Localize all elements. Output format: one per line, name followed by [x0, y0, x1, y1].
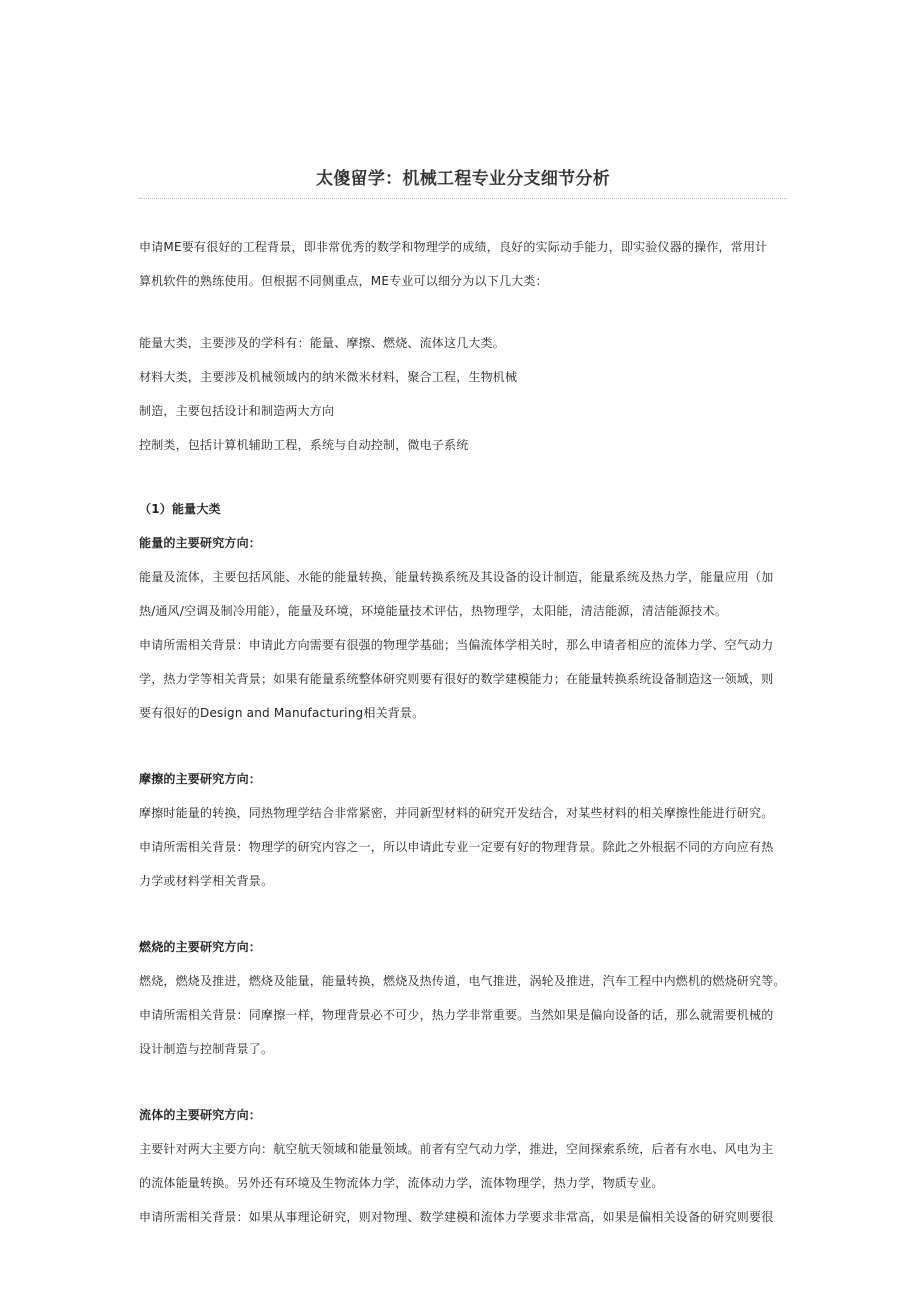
intro-line-2: 算机软件的熟练使用。但根据不同侧重点，ME专业可以细分为以下几大类：	[139, 274, 548, 288]
friction-desc-line-1: 摩擦时能量的转换，同热物理学结合非常紧密，并同新型材料的研究开发结合，对某些材料的相关摩擦性能进行研究。	[139, 806, 774, 820]
fluid-background-line-1: 申请所需相关背景：如果从事理论研究，则对物理、数学建模和流体力学要求非常高，如果是偏相关设备的研究则要很	[139, 1210, 774, 1224]
combustion-desc-line-1: 燃烧，燃烧及推进，燃烧及能量，能量转换，燃烧及热传道，电气推进，涡轮及推进，汽车工程中内燃机的燃烧研究等。	[139, 974, 786, 988]
fluid-direction-heading: 流体的主要研究方向：	[139, 1108, 262, 1122]
title-divider	[139, 198, 787, 199]
friction-background-line-1: 申请所需相关背景：物理学的研究内容之一，所以申请此专业一定要有好的物理背景。除此之外根据不同的方向应有热	[139, 840, 774, 854]
category-energy: 能量大类，主要涉及的学科有：能量、摩擦、燃烧、流体这几大类。	[139, 336, 506, 350]
section-heading-energy-class: （1）能量大类	[139, 502, 221, 516]
combustion-background-line-1: 申请所需相关背景：同摩擦一样，物理背景必不可少，热力学非常重要。当然如果是偏向设备的话，那么就需要机械的	[139, 1008, 774, 1022]
intro-line-1: 申请ME要有很好的工程背景，即非常优秀的数学和物理学的成绩，良好的实际动手能力，即实验仪器的操作，常用计	[139, 240, 768, 254]
fluid-desc-line-1: 主要针对两大主要方向：航空航天领域和能量领域。前者有空气动力学，推进，空间探索系统，后者有水电、风电为主	[139, 1142, 774, 1156]
document-page	[139, 166, 787, 1234]
category-control: 控制类，包括计算机辅助工程，系统与自动控制，微电子系统	[139, 438, 469, 452]
category-material: 材料大类，主要涉及机械领域内的纳米微米材料，聚合工程，生物机械	[139, 370, 518, 384]
combustion-direction-heading: 燃烧的主要研究方向：	[139, 940, 262, 954]
combustion-background-line-2: 设计制造与控制背景了。	[139, 1042, 274, 1056]
friction-background-line-2: 力学或材料学相关背景。	[139, 874, 274, 888]
friction-direction-heading: 摩擦的主要研究方向：	[139, 772, 262, 786]
energy-background-line-1: 申请所需相关背景：申请此方向需要有很强的物理学基础；当偏流体学相关时，那么申请者相应的流体力学、空气动力	[139, 638, 774, 652]
energy-background-line-3: 要有很好的Design and Manufacturing相关背景。	[139, 706, 425, 720]
energy-direction-heading: 能量的主要研究方向：	[139, 536, 262, 550]
category-manufacturing: 制造，主要包括设计和制造两大方向	[139, 404, 335, 418]
energy-background-line-2: 学，热力学等相关背景；如果有能量系统整体研究则要有很好的数学建模能力；在能量转换系统设备制造这一领域，则	[139, 672, 774, 686]
energy-desc-line-1: 能量及流体，主要包括风能、水能的能量转换，能量转换系统及其设备的设计制造，能量系统及热力学，能量应用（加	[139, 570, 774, 584]
fluid-desc-line-2: 的流体能量转换。另外还有环境及生物流体力学，流体动力学，流体物理学，热力学，物质专业。	[139, 1176, 664, 1190]
document-title: 太傻留学：机械工程专业分支细节分析	[315, 169, 611, 189]
energy-desc-line-2: 热/通风/空调及制冷用能），能量及环境，环境能量技术评估，热物理学，太阳能，清洁能源，清洁能源技术。	[139, 604, 728, 618]
